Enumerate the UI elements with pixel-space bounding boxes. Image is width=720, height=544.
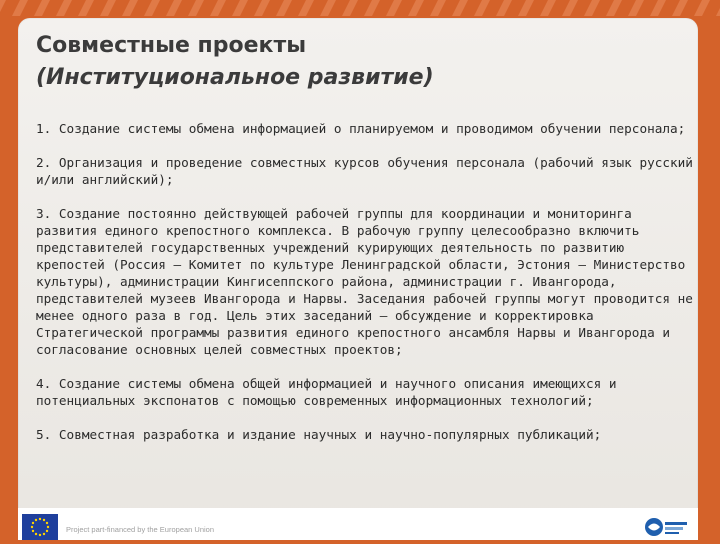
top-stripe — [298, 0, 314, 16]
top-stripe — [430, 0, 446, 16]
top-stripe — [166, 0, 182, 16]
footer-bar — [18, 508, 698, 540]
top-stripe — [210, 0, 226, 16]
top-stripe — [122, 0, 138, 16]
top-stripe — [0, 0, 6, 16]
top-stripe — [518, 0, 534, 16]
top-stripe — [496, 0, 512, 16]
top-stripe — [628, 0, 644, 16]
list-item-1: 1. Создание системы обмена информацией о планируемом и проводимом обучении персонала; — [36, 121, 686, 136]
top-stripe — [34, 0, 50, 16]
list-item-2: 2. Организация и проведение совместных курсов обучения персонала (рабочий язык русский и/или английский); — [36, 155, 693, 187]
slide-title-line2: (Институциональное развитие) — [36, 65, 434, 90]
top-stripe — [474, 0, 490, 16]
top-stripe — [12, 0, 28, 16]
top-stripe — [78, 0, 94, 16]
list-item-4: 4. Создание системы обмена общей информацией и научного описания имеющихся и потенциальных экспонатов с помощью современных информационных технологий; — [36, 376, 617, 408]
top-stripe — [364, 0, 380, 16]
top-stripe — [232, 0, 248, 16]
slide-title — [36, 30, 676, 94]
top-stripe — [188, 0, 204, 16]
list-item-5: 5. Совместная разработка и издание научных и научно-популярных публикаций; — [36, 427, 602, 442]
list-item-3: 3. Создание постоянно действующей рабочей группы для координации и мониторинга развития единого крепостного комплекса. В рабочую группу целесообразно включить представителей государственных учреждений курирующих деятельность по развитию крепостей (Россия – Комитет по культуре Ленинградской области, Эстония – Министерство культуры), администрации Кингисеппского района, администрации г. Ивангорода, представителей музеев Ивангорода и Нарвы. Заседания рабочей группы могут проводится не менее одного раза в год. Цель этих заседаний – обсуждение и корректировка Стратегической программы развития единого крепостного ансамбля Нарвы и Ивангорода и согласование основных целей совместных проектов; — [36, 206, 693, 357]
top-stripe — [540, 0, 556, 16]
top-stripe — [408, 0, 424, 16]
top-stripe — [452, 0, 468, 16]
top-stripe — [562, 0, 578, 16]
footer-caption: Project part-financed by the European Union — [66, 525, 215, 534]
decorative-top-stripes — [0, 0, 720, 16]
top-stripe — [56, 0, 72, 16]
eu-flag-icon — [22, 514, 58, 540]
top-stripe — [276, 0, 292, 16]
top-stripe — [386, 0, 402, 16]
top-stripe — [342, 0, 358, 16]
top-stripe — [716, 0, 720, 16]
top-stripe — [144, 0, 160, 16]
top-stripe — [100, 0, 116, 16]
top-stripe — [672, 0, 688, 16]
slide-title-line1: Совместные проекты — [36, 33, 307, 58]
top-stripe — [606, 0, 622, 16]
slide-content — [36, 120, 696, 460]
top-stripe — [584, 0, 600, 16]
top-stripe — [650, 0, 666, 16]
top-stripe — [694, 0, 710, 16]
partner-logo-icon — [644, 514, 690, 540]
top-stripe — [254, 0, 270, 16]
top-stripe — [320, 0, 336, 16]
